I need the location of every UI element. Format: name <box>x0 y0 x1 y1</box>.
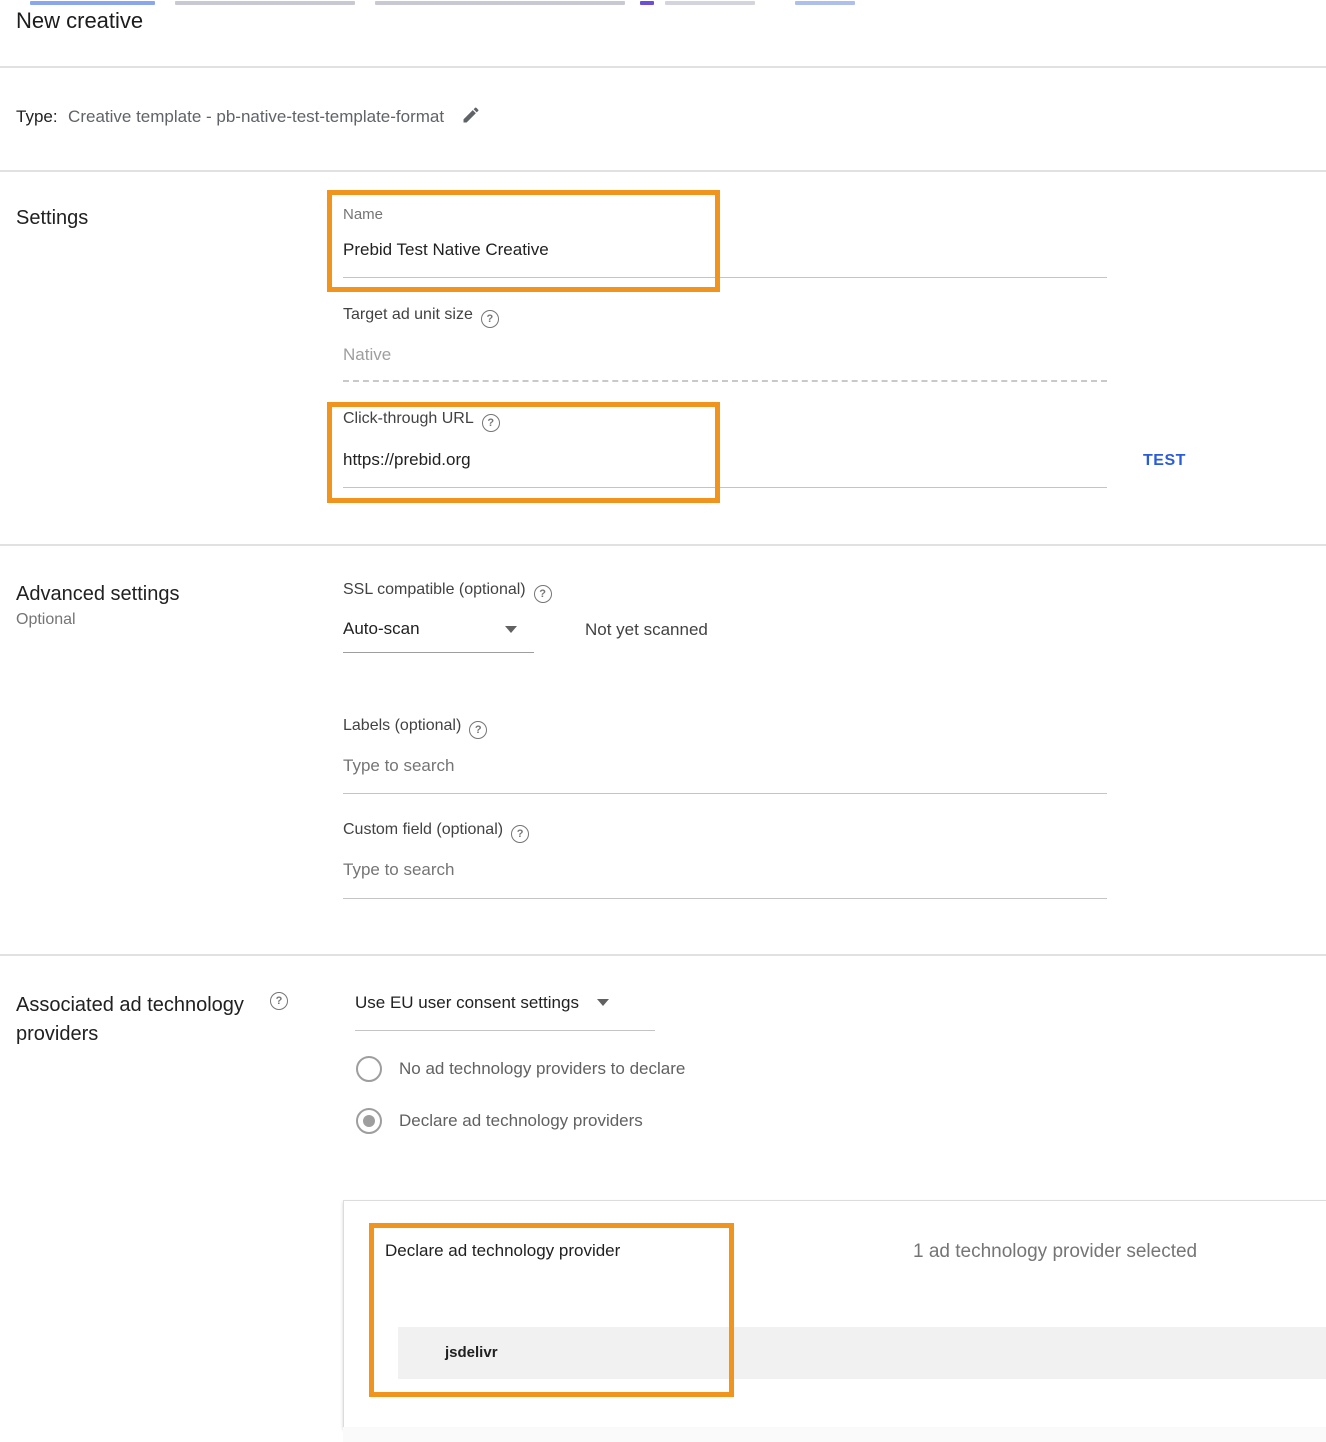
eu-consent-dropdown-value: Use EU user consent settings <box>355 993 579 1012</box>
chevron-down-icon <box>597 999 609 1006</box>
divider <box>0 544 1326 546</box>
breadcrumb[interactable] <box>0 0 1326 5</box>
ssl-status: Not yet scanned <box>585 620 708 639</box>
labels-search-input[interactable]: Type to search <box>343 756 455 775</box>
breadcrumb-fragment[interactable] <box>30 1 155 5</box>
ssl-dropdown[interactable] <box>343 619 534 639</box>
type-value: Creative template - pb-native-test-template-format <box>68 107 445 126</box>
eu-consent-underline <box>355 1030 655 1031</box>
breadcrumb-fragment[interactable] <box>640 1 654 5</box>
advanced-settings-heading: Advanced settings <box>16 583 180 605</box>
labels-label: Labels (optional) ? <box>343 717 487 739</box>
radio-declare-providers-label[interactable]: Declare ad technology providers <box>399 1111 643 1130</box>
name-input-underline <box>343 277 1107 278</box>
creative-type-row <box>16 105 481 130</box>
click-url-input[interactable]: https://prebid.org <box>343 450 471 469</box>
help-icon[interactable]: ? <box>270 992 288 1010</box>
divider <box>0 66 1326 68</box>
provider-card <box>343 1200 1326 1428</box>
provider-row-jsdelivr[interactable] <box>398 1327 1326 1379</box>
breadcrumb-fragment <box>665 1 755 5</box>
custom-field-label: Custom field (optional) ? <box>343 821 529 843</box>
name-field-label: Name <box>343 206 384 223</box>
advanced-settings-optional: Optional <box>16 611 76 628</box>
eu-consent-dropdown[interactable] <box>355 993 609 1013</box>
help-icon[interactable]: ? <box>481 310 499 328</box>
type-label: Type: <box>16 107 58 126</box>
ssl-dropdown-value: Auto-scan <box>343 619 420 638</box>
page-bottom-strip <box>343 1427 1326 1442</box>
divider <box>0 170 1326 172</box>
radio-no-providers[interactable] <box>356 1056 382 1082</box>
target-size-label: Target ad unit size ? <box>343 306 499 328</box>
chevron-down-icon <box>505 626 517 633</box>
divider <box>0 954 1326 956</box>
help-icon[interactable]: ? <box>469 721 487 739</box>
settings-heading: Settings <box>16 207 89 229</box>
help-icon[interactable]: ? <box>482 414 500 432</box>
breadcrumb-fragment[interactable] <box>795 1 855 5</box>
radio-no-providers-label[interactable]: No ad technology providers to declare <box>399 1059 686 1078</box>
test-button[interactable]: TEST <box>1143 452 1186 469</box>
edit-pencil-icon[interactable] <box>461 105 481 130</box>
radio-declare-providers[interactable] <box>356 1108 382 1134</box>
provider-card-title: Declare ad technology provider <box>385 1241 621 1260</box>
labels-underline <box>343 793 1107 794</box>
click-url-label: Click-through URL ? <box>343 410 500 432</box>
ssl-label: SSL compatible (optional) ? <box>343 581 552 603</box>
provider-selected-summary: 1 ad technology provider selected <box>913 1241 1198 1262</box>
help-icon[interactable]: ? <box>534 585 552 603</box>
custom-field-underline <box>343 898 1107 899</box>
provider-name: jsdelivr <box>445 1344 498 1361</box>
breadcrumb-fragment <box>175 1 355 5</box>
breadcrumb-fragment <box>375 1 625 5</box>
name-input[interactable]: Prebid Test Native Creative <box>343 240 549 259</box>
help-icon[interactable]: ? <box>511 825 529 843</box>
click-url-underline <box>343 487 1107 488</box>
target-size-value: Native <box>343 345 392 364</box>
page-title: New creative <box>16 8 144 33</box>
ssl-dropdown-underline <box>343 652 534 653</box>
custom-field-search-input[interactable]: Type to search <box>343 860 455 879</box>
target-size-disabled-underline <box>343 380 1107 382</box>
providers-heading: Associated ad technology providers <box>16 994 244 1045</box>
